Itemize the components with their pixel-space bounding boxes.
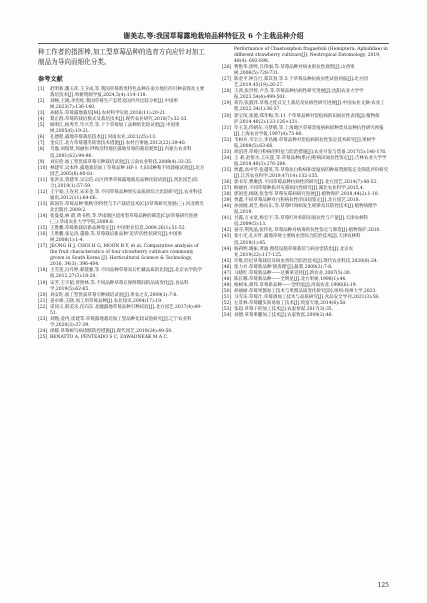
reference-number: [3] [38, 111, 45, 117]
reference-text: 贾鑫.不同草莓品种对白粉病抗性的田间鉴定[J].北方园艺,2018. [234, 198, 360, 204]
reference-number: [39] [222, 198, 232, 204]
reference-number: [45] [222, 258, 232, 264]
reference-text: 刘安旺.加工型优质草莓引种栽培试验[J].果农之友,2009(1):7-8. [50, 292, 178, 298]
reference-text: 左景林.草莓罐头简易加工技术[J].致富天地,2014(6):58. [234, 300, 347, 306]
reference-item [38, 87, 205, 99]
reference-text: 张力兵.草莓新品种'甜查理'[J].蔬菜,2009(2):7-8. [234, 264, 333, 270]
reference-text: Performance of Chaetosiphon fragaefolii (Hemiptera: Aphididae) in different strawberry cultivars[J]. Neotropical Entomology, 2019, 48(4): 692-698. [234, 47, 388, 65]
reference-text: 王雪莲,冯丹婷,郝建强,等.不同品种草莓采后贮藏品质的比较[J].北京农学院学报,2012,27(3):18-20. [50, 268, 202, 280]
reference-number: [8] [38, 147, 45, 153]
reference-item [38, 166, 205, 178]
reference-text: 王胜鹏,张运涛,董静,等.草莓栽培新品种'美华'的性状研究[J].中国果树,2008(1):1-4. [50, 232, 182, 244]
reference-number: [16] [38, 232, 48, 238]
references-heading: 参考文献 [38, 76, 63, 83]
reference-text: 宋芳,王宇韬,曾照林,等.不同品种草莓在保鲜期间的品质变化[J].食品科学,2019(5):62-65. [50, 280, 189, 292]
reference-text: 姜卓俊,王晓.加工用草莓品种[J].农业知识,2004(17):19. [50, 298, 163, 304]
reference-text: 雷同义,韩美乐,任向东.北疆露地草莓品种引种试验[J].北方园艺,2017(4):49-51. [50, 304, 202, 316]
reference-item [38, 281, 205, 293]
reference-number: [26] [222, 65, 232, 71]
reference-number: [27] [222, 77, 232, 83]
reference-text: 刘畅,王晓,李宪松.我国草莓生产态势及国内外比较分析[J].中国果树,2023(7):136-140. [50, 99, 179, 111]
reference-text: 胡滔进.草莓白粉病的特征与防治措施[J].农业开发与装备,2017(5):146-176. [234, 149, 387, 155]
reference-item [38, 335, 205, 341]
reference-number: [20] [38, 292, 48, 298]
reference-item [222, 247, 389, 259]
reference-number: [47] [222, 270, 232, 276]
reference-text: 郭宝凤,张德,郑冬梅,等.11 个草莓品种对炭疽病的田间抗性表现[J].植物保护,2014,40(2):123-126+131. [234, 113, 380, 125]
reference-item [38, 99, 205, 111]
reference-item [38, 202, 205, 214]
header-rule [38, 43, 389, 44]
reference-text: 孔德程.露地草莓栽培技术[J].河南农业,2021(25):13. [50, 135, 157, 141]
reference-item [38, 317, 205, 329]
reference-number: [4] [38, 117, 45, 123]
reference-number: [53] [222, 307, 232, 313]
reference-number: [37] [222, 186, 232, 192]
reference-text: 陈长娜.草莓新品种——全明星[J].北方果树,1998(1):44. [234, 276, 347, 282]
reference-item [38, 178, 205, 190]
reference-number: [21] [38, 298, 48, 304]
reference-number: [19] [38, 280, 48, 286]
reference-number: [30] [222, 113, 232, 119]
reference-text: 贾鑫,高中华,张越英,等.草莓抗白粉病和炭疽病的种质资源鉴定及筛选评价研究[J].江苏农业科学,2019,47(14):132-135. [234, 167, 389, 179]
reference-number: [5] [38, 123, 45, 129]
reference-item [38, 147, 205, 159]
reference-number: [9] [38, 159, 45, 165]
reference-text: JEONG H J, CHOI H G, MOON B Y, et al. Comparative analysis of the fruit characteristics of four strawberry cultivars commonly grown in South Korea [J]. Horticultural Science & Technology, 2016, 34(3): 396-404. [50, 244, 199, 268]
reference-number: [7] [38, 141, 45, 147]
reference-number: [43] [222, 234, 232, 240]
reference-number: [17] [38, 244, 48, 250]
reference-number: [46] [222, 264, 232, 270]
reference-text: 陈金平,钟自行,郑其春,等.5 个草莓品种抗病虫性试验初报[J].北方园艺,2019,45(19):26-27. [234, 77, 368, 89]
reference-text: BENATTO A, PENTEADO S C, ZAWADNEAK M A C. [50, 334, 169, 340]
reference-text: 毕玉美,侍朝东,马梦鹤,等.上海地区草莓炭疽病病原种类及品种抗性研究初报[J].上海农业学报,1997(4):75-80. [234, 125, 384, 137]
reference-text: 张洪乐,曾建华,吴宗信.山区四季草莓露地栽培品种比较试验[J].西北园艺(综合),2019(1):57-59. [50, 177, 198, 189]
references-list-left [38, 87, 205, 341]
reference-number: [25] [38, 334, 48, 340]
reference-text: 郭书军,曹聚清.不同草莓品种抗病性的研究[J].北方园艺,2014(7):48-52. [234, 180, 378, 186]
reference-item [222, 77, 389, 89]
reference-number: [36] [222, 180, 232, 186]
reference-text: 刘庆伦.加工型优质草莓引种栽培试验[J].云南农业科技,2008(4):33-35. [50, 159, 193, 165]
reference-item [222, 313, 389, 319]
reference-number: [1] [38, 87, 45, 92]
reference-item [222, 234, 389, 246]
reference-number: [10] [38, 165, 48, 171]
reference-number: [12] [38, 189, 48, 195]
reference-number: [11] [38, 177, 48, 183]
reference-text: 陈国芬.草莓品种'燕秋'的特性与丰产栽培技术[C]//草莓研究进展(三).河北明光北出版社,2009:2. [50, 201, 204, 213]
reference-text: 林建军,吴本怀.露地栽培加工草莓品种 HF-1 大田试种和不同栽植试验[J].北方园艺,2005(6):80-81. [50, 165, 205, 177]
reference-text: 晏芬,荆兆晶,张传礼.草莓品种对病毒的抗性鉴定与筛选[J].植物保护,2010. [234, 228, 381, 234]
reference-text: 杨莉明,谢振,黄渝.围绕设施草莓栽培与病虫害防治[J].北京农业,2019(22):117-125. [234, 246, 354, 258]
reference-text: 杨树本,胡伟.草莓新品种——全明星[J].河南农业,1996(6):19. [234, 282, 358, 288]
reference-text: 马雪乐.草莓汁,草莓酒加工技术与品质研究[J].食品安全导刊,2021(3):58. [234, 294, 380, 300]
reference-text: 徐暖.草莓树鸟病诊断防控措施[J].现代园艺,2019(24):49-50. [50, 328, 173, 334]
reference-item [38, 244, 205, 268]
reference-item [222, 47, 389, 65]
reference-text: 甘露,万永宽,杨宏宇,等.草莓红叶病的田间抗性与产量[J].天津农林科技,2009(5):13. [234, 216, 368, 228]
reference-text: 王 莉,赵密水,王庆莲,等.草莓品种(系)白粉病田间抗性鉴定[J].吉林农业大学学报,2018,40(3):276-284. [234, 155, 387, 167]
right-column [222, 47, 389, 319]
reference-item [38, 214, 205, 226]
reference-text: 刘德.草莓果脯加工技术[J].农家致富,2009(2):46. [234, 313, 334, 319]
reference-item [38, 232, 205, 244]
reference-text: 蒋肖,张淑萍.草莓之桂式无土栽培及抗病性研究进展[J].中国农业文摘-农业工程,2022,34(1):36-37. [234, 101, 385, 113]
reference-item [222, 216, 389, 228]
reference-text: 金庆江.北方草莓越冬防寒技术措施[J].农村百事通,2012(22):39-40. [50, 141, 187, 147]
reference-text: 王胜鹏.草莓新栽培新品种鉴定[J].中国果业信息,2009,26(1):51-52. [50, 226, 187, 232]
body-paragraph: 种工作者的指挥棒,加工型草莓品种的选育方向应针对加工制品为导向而细化分类。 [38, 48, 205, 66]
reference-item [222, 168, 389, 180]
reference-text: 乌逸,刘瑞贤,周丽恒.呼和浩特地区露地草莓的栽培观察[J].内蒙古农业科技,2001(S2):94-96. [50, 147, 192, 159]
reference-number: [33] [222, 149, 232, 155]
reference-number: [6] [38, 135, 45, 141]
reference-text: 顾丽君.不同草莓种质对灰霉病抗性研究[J].湖北农业科学,2015,4. [234, 186, 365, 192]
reference-text: 黎正群.草莓的栽培模式及栽培技术[J].现代农业研究,2018(7):32-33. [50, 117, 188, 123]
reference-text: 杨明江,杨秀芳,毕兴芳,等.十个草莓加工品种的比较试验[J].中国果树,2005(6):19-21. [50, 123, 180, 135]
reference-text: 王宇韬,王连君,宋来金,等.不同草莓品种果实品质的综合比较研究[J].农业科技通讯,2012(11):64-66. [50, 189, 202, 201]
reference-item [222, 101, 389, 113]
reference-number: [54] [222, 313, 232, 319]
left-column [38, 47, 205, 341]
reference-item [222, 89, 389, 101]
reference-text: 曹艳华,唐鸣,吕伟丽,等.草莓品种对病虫的抗性观察[J].山西果树,2006(5):728-731. [234, 65, 355, 77]
reference-number: [35] [222, 167, 232, 173]
reference-text: 马晓红.草莓新品种——达赛莱克特[J].新农业,2007(5):30. [234, 270, 352, 276]
reference-item [222, 204, 389, 216]
reference-item [38, 305, 205, 317]
reference-number: [31] [222, 125, 232, 131]
reference-number: [42] [222, 228, 232, 234]
reference-item [38, 268, 205, 280]
reference-number: [23] [38, 316, 48, 322]
reference-text: 张超.草莓干的加工技术[J].农家参谋,2017(3):35. [234, 307, 334, 313]
reference-number: [28] [222, 89, 232, 95]
reference-text: 赵明新,魏玉萍,王卫成,等.我国草莓新优特色品种在南方地区的引种表现及主要栽培技术[J].果树资源学报,2024,5(4):114-118. [50, 87, 205, 99]
reference-number: [48] [222, 276, 232, 282]
reference-number: [29] [222, 101, 232, 107]
reference-number: [51] [222, 294, 232, 300]
reference-item [38, 190, 205, 202]
reference-text: 郭国堂,杨晓,张金琴.草莓灰霉病研究进展[J].植物保护,2018,44(2):1-10. [234, 192, 380, 198]
references-list-right [222, 47, 389, 319]
reference-number: [44] [222, 246, 232, 252]
reference-text: 张曼曼,林 蔚,黄书智,等.华南地区适用型草莓品种的筛选[C]//草莓研究进展(三).华南农业大学学院,2009:8. [50, 213, 198, 226]
reference-item [222, 156, 389, 168]
reference-text: 孙晓东.草莓露地栽培[M].农村科学实验,2016(11):20-21. [50, 111, 167, 117]
reference-item [222, 65, 389, 77]
running-header: 谢美志,等:我国草莓露地栽培品种特征及 6 个主栽品种介绍 [123, 32, 304, 40]
reference-number: [40] [222, 204, 232, 210]
reference-text: 胡丽丽.草莓果酱加工技术与果酱品质变化研究[D].扬州:扬州大学,2023. [234, 288, 377, 294]
reference-number: [50] [222, 288, 232, 294]
reference-text: 张小光,孔庆叶.露地草莓主要病虫害综合防治技术[J].天津农林科技,2019(1):45. [234, 234, 361, 246]
page-number: 125 [377, 582, 389, 589]
reference-number: [32] [222, 137, 232, 143]
reference-number: [52] [222, 300, 232, 306]
reference-number: [2] [38, 99, 45, 105]
reference-number: [13] [38, 201, 48, 207]
reference-text: 韦树兵,韦宗立,李昌刚.草莓品种对炭疽病的抗性鉴定技术研究[J].果树学报,2008(5):63-66. [234, 137, 376, 149]
reference-text: 许维,哈尼草莓栽培及病虫害综合防治技术[J].现代农业科技,2020(8):24. [234, 258, 379, 264]
reference-item [222, 138, 389, 150]
reference-number: [49] [222, 282, 232, 288]
reference-text: 刘甄,姜冉,崔建等.草莓露地栽培加工型品种比较试验研究[J].辽宁农业科学,2020(3):37-39. [50, 316, 192, 328]
reference-number: [34] [222, 155, 232, 161]
reference-number: [22] [38, 304, 48, 310]
reference-number: [18] [38, 268, 48, 274]
reference-item [38, 123, 205, 135]
reference-item [222, 114, 389, 126]
reference-number: [24] [38, 328, 48, 334]
reference-number: [41] [222, 216, 232, 222]
reference-text: 孙国刚,刘芝,杨向东,等.草莓叶斑病发生规律及其防控技术[J].植物病理学报,2019. [234, 204, 377, 216]
reference-text: 王鸿,张世智,卢杰,等.草莓品种抗病性研究进展[J].沈阳农业大学学报,2023,54(4):499-501. [234, 89, 364, 101]
reference-number: [38] [222, 192, 232, 198]
reference-number: [14] [38, 213, 48, 219]
reference-number: [15] [38, 226, 48, 232]
reference-item [222, 126, 389, 138]
